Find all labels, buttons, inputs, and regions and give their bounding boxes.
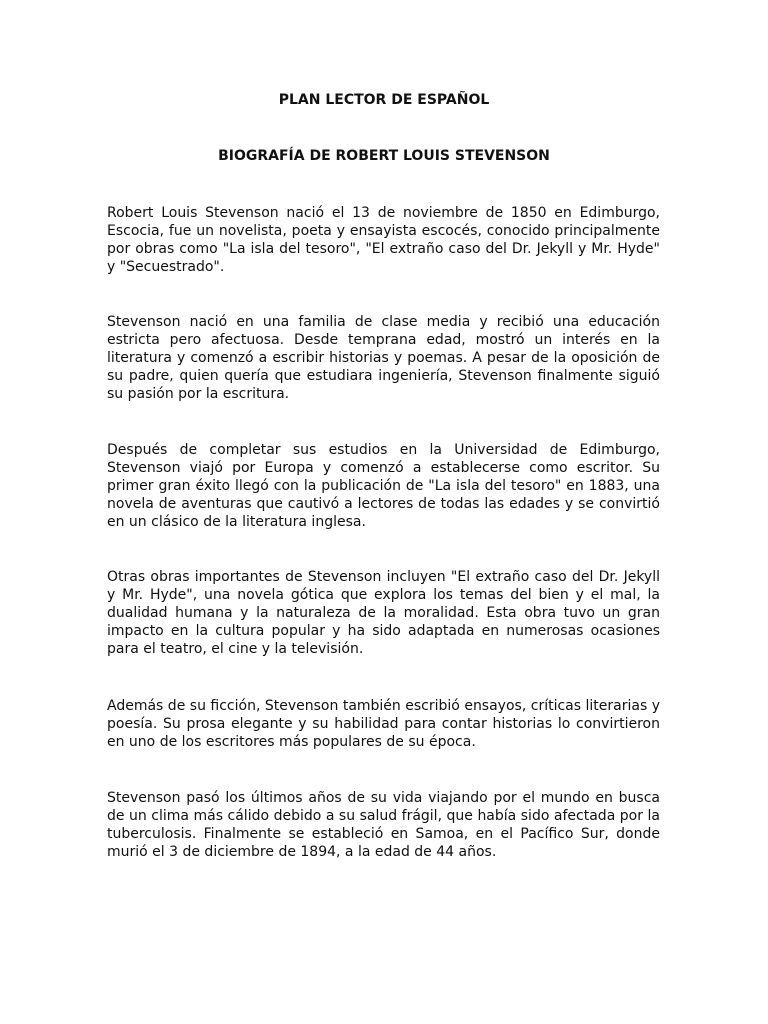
paragraph-other-works: Otras obras importantes de Stevenson incluyen "El extraño caso del Dr. Jekyll y Mr. Hyde", una novela gótica que explora los temas del bien y el mal, la dualidad humana y la naturaleza de la moralidad. Esta obra tuvo un gran impacto en la cultura popular y ha sido adaptada en numerosas ocasiones para el teatro, el cine y la televisión. <box>107 569 660 657</box>
paragraph-career: Después de completar sus estudios en la Universidad de Edimburgo, Stevenson viajó por Europa y comenzó a establecerse como escritor. Su primer gran éxito llegó con la publicación de "La isla del tesoro" en 1883, una novela de aventuras que cautivó a lectores de todas las edades y se convirtió en un clásico de la literatura inglesa. <box>107 442 660 530</box>
paragraph-childhood: Stevenson nació en una familia de clase media y recibió una educación estricta pero afectuosa. Desde temprana edad, mostró un interés en la literatura y comenzó a escribir historias y poemas. A pesar de la oposición de su padre, quien quería que estudiara ingeniería, Stevenson finalmente siguió su pasión por la escritura. <box>107 314 660 402</box>
document-title: PLAN LECTOR DE ESPAÑOL <box>278 92 490 108</box>
paragraph-final-years: Stevenson pasó los últimos años de su vida viajando por el mundo en busca de un clima más cálido debido a su salud frágil, que había sido afectada por la tuberculosis. Finalmente se estableció en Samoa, en el Pacífico Sur, donde murió el 3 de diciembre de 1894, a la edad de 44 años. <box>107 790 660 860</box>
paragraph-essays: Además de su ficción, Stevenson también escribió ensayos, críticas literarias y poesía. Su prosa elegante y su habilidad para contar historias lo convirtieron en uno de los escritores más populares de su época. <box>107 698 660 750</box>
document-subtitle: BIOGRAFÍA DE ROBERT LOUIS STEVENSON <box>218 148 550 164</box>
paragraph-intro: Robert Louis Stevenson nació el 13 de noviembre de 1850 en Edimburgo, Escocia, fue un novelista, poeta y ensayista escocés, conocido principalmente por obras como "La isla del tesoro", "El extraño caso del Dr. Jekyll y Mr. Hyde" y "Secuestrado". <box>107 205 660 275</box>
